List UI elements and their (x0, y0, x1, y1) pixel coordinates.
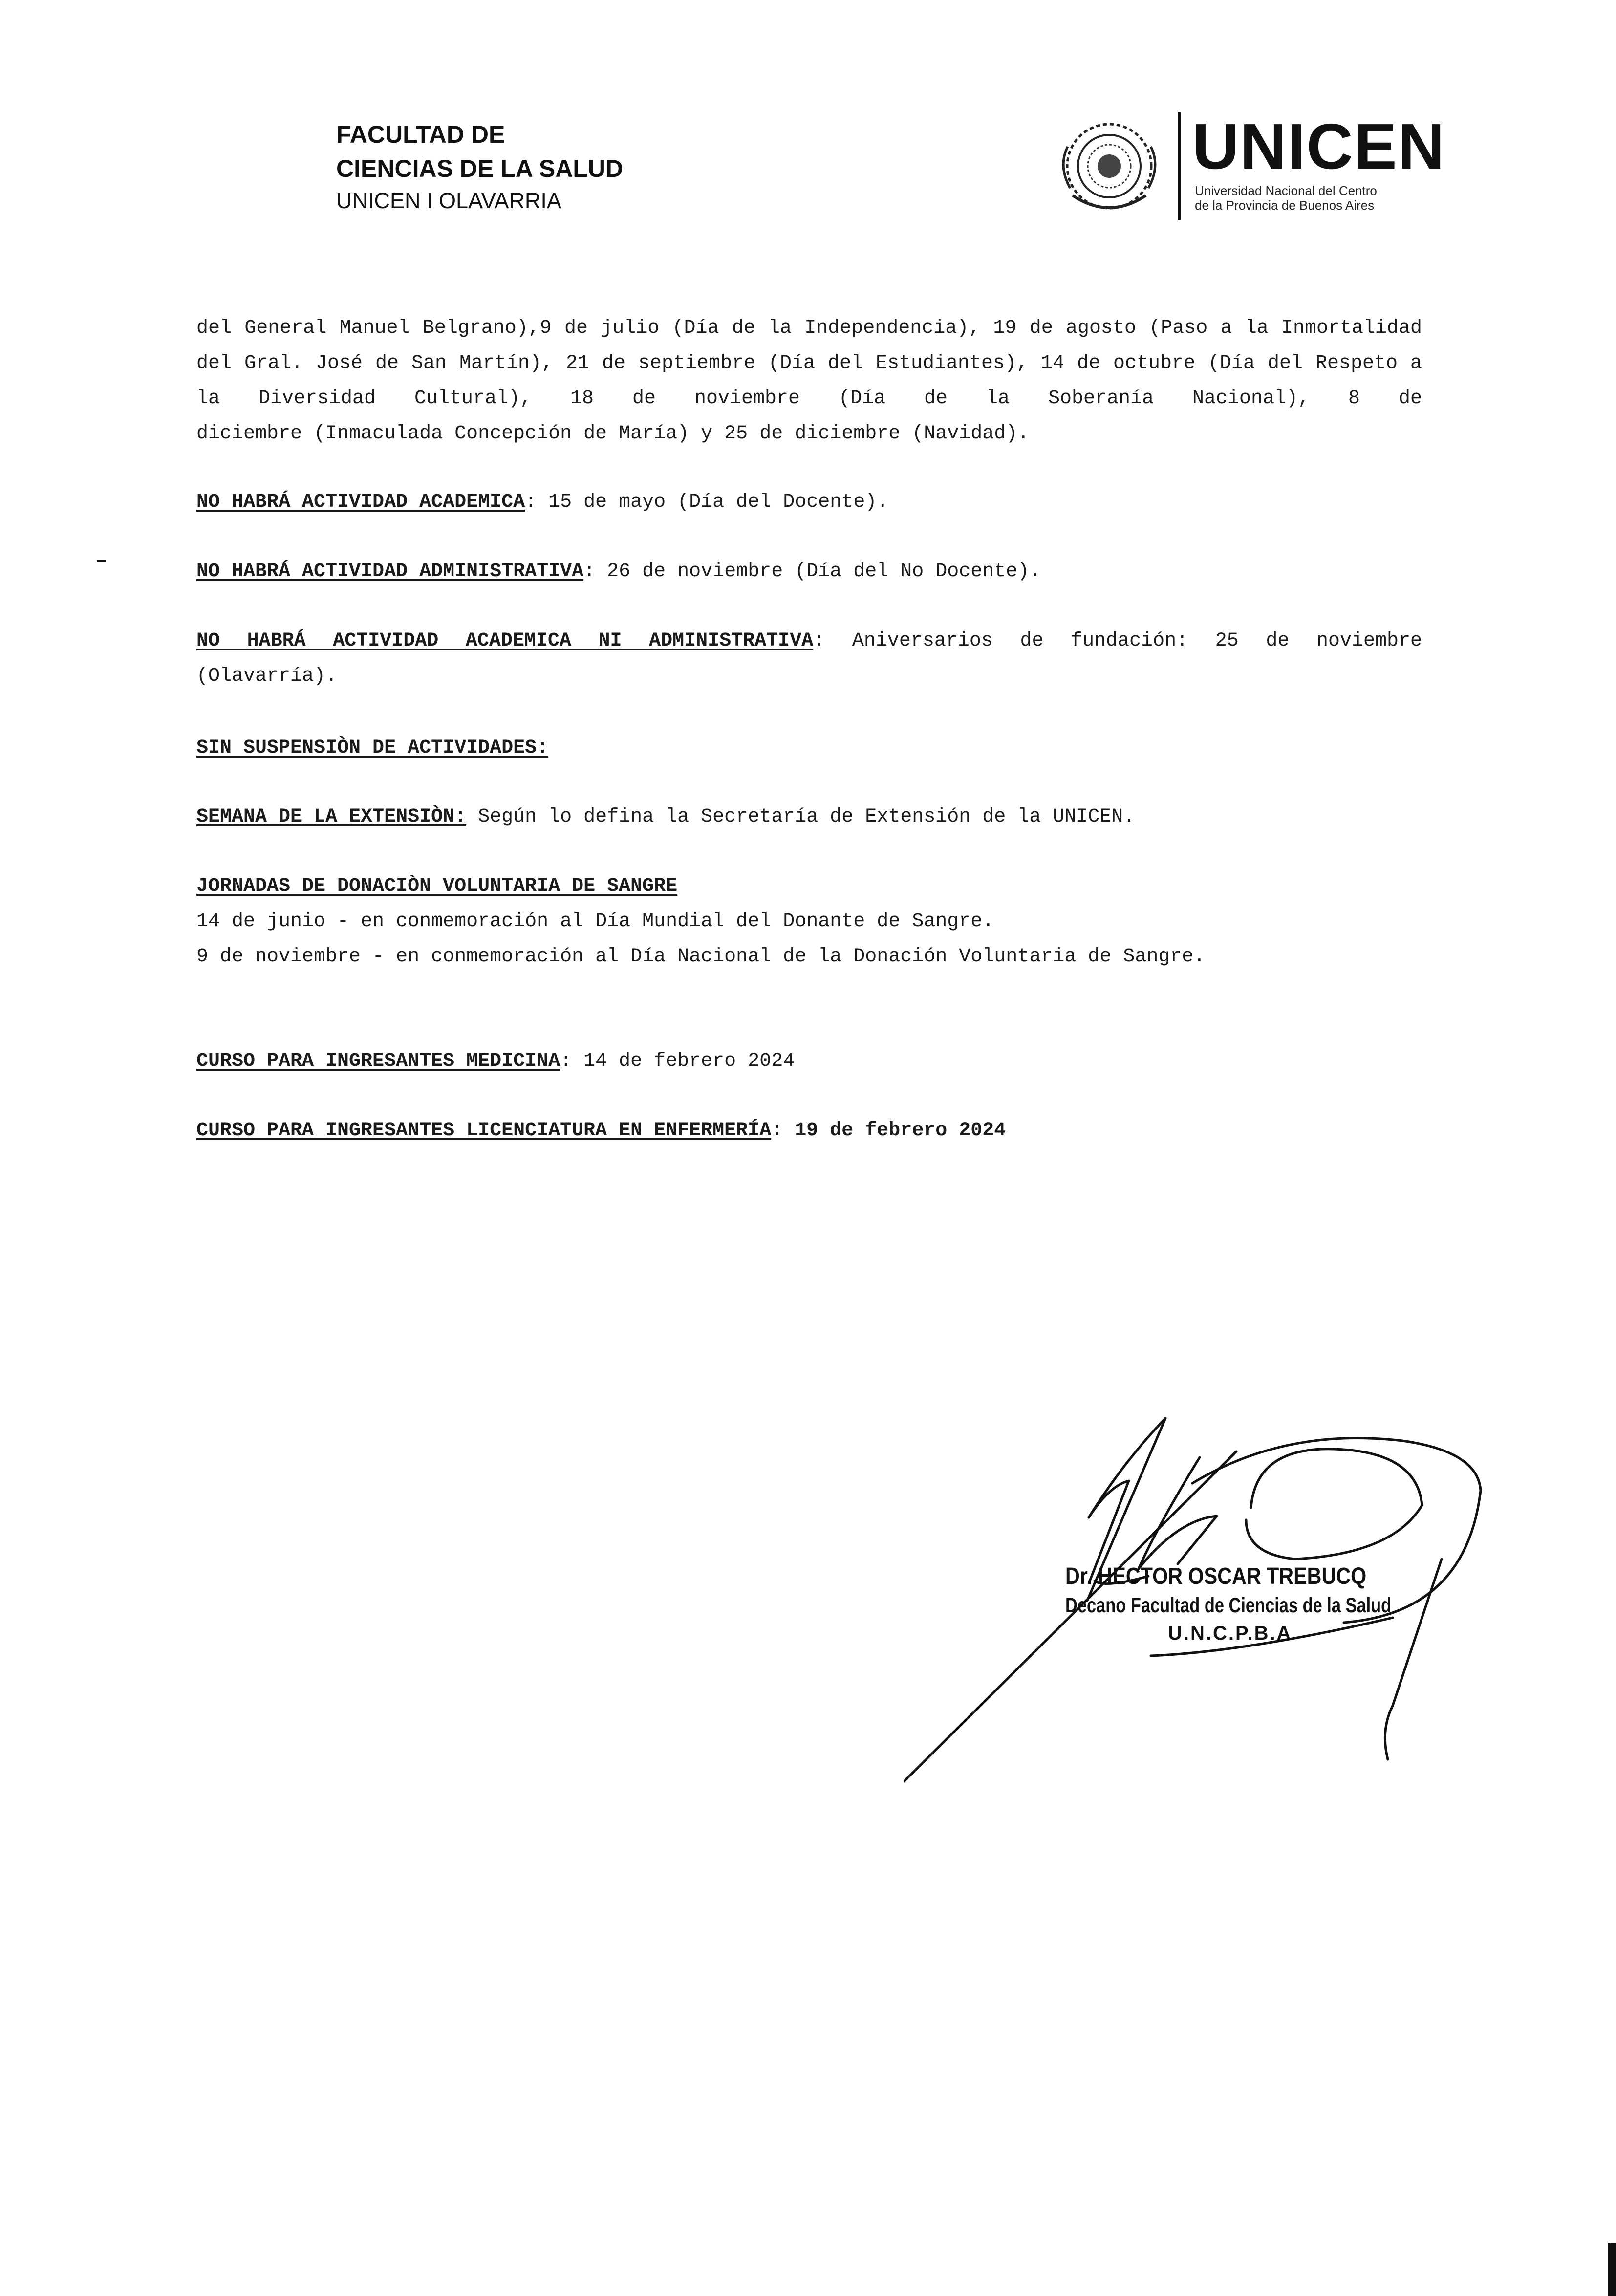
logo-wordmark: UNICEN (1192, 110, 1446, 182)
no-academic-label: NO HABRÁ ACTIVIDAD ACADEMICA (196, 491, 525, 513)
nursing-course-date: 19 de febrero 2024 (795, 1120, 1006, 1142)
no-admin-label: NO HABRÁ ACTIVIDAD ADMINISTRATIVA (196, 561, 584, 583)
extension-week-label: SEMANA DE LA EXTENSIÒN: (196, 806, 467, 828)
university-seal-icon (1053, 117, 1165, 215)
no-activity-both-line (196, 624, 1422, 659)
extension-week (196, 800, 1422, 835)
no-academic-text: : 15 de mayo (Día del Docente). (525, 491, 889, 513)
signatory-title: Decano Facultad de Ciencias de la Salud (1065, 1594, 1392, 1617)
no-activity-both (196, 624, 1422, 694)
no-admin-text: : 26 de noviembre (Día del No Docente). (583, 561, 1041, 583)
faculty-name-line1: FACULTAD DE (336, 121, 505, 148)
extension-week-text: Según lo defina la Secretaría de Extensión de la UNICEN. (466, 806, 1135, 828)
faculty-name-line2: CIENCIAS DE LA SALUD (336, 155, 624, 182)
no-activity-both-text: : Aniversarios de fundación: 25 de noviembre (813, 630, 1422, 652)
blood-donation-label: JORNADAS DE DONACIÒN VOLUNTARIA DE SANGRE (196, 875, 678, 897)
no-academic-activity (196, 485, 1422, 520)
no-activity-both-label: NO HABRÁ ACTIVIDAD ACADEMICA NI ADMINISTRATIVA (196, 630, 814, 652)
no-activity-both-last: (Olavarría). (196, 665, 338, 687)
logo-divider (1178, 112, 1181, 220)
nursing-course (196, 1113, 1422, 1148)
signatory-institution: U.N.C.P.B.A (1168, 1623, 1293, 1644)
medicine-course-label: CURSO PARA INGRESANTES MEDICINA (196, 1050, 560, 1072)
medicine-course (196, 1044, 1422, 1079)
blood-donation-section (196, 869, 1422, 975)
holidays-paragraph (196, 311, 1422, 452)
no-suspension-label: SIN SUSPENSIÒN DE ACTIVIDADES: (196, 737, 549, 759)
nursing-course-separator: : (771, 1120, 795, 1142)
holidays-text-last: diciembre (Inmaculada Concepción de María) y 25 de diciembre (Navidad). (196, 423, 1030, 445)
logo-tagline-line1: Universidad Nacional del Centro (1195, 183, 1377, 198)
faculty-header (336, 117, 623, 216)
blood-donation-line2: 9 de noviembre - en conmemoración al Día Nacional de la Donación Voluntaria de Sangre. (196, 946, 1206, 968)
signatory-name: Dr. HECTOR OSCAR TREBUCQ (1065, 1563, 1367, 1589)
faculty-location: UNICEN I OLAVARRIA (336, 188, 561, 213)
medicine-course-date: : 14 de febrero 2024 (560, 1050, 795, 1072)
logo-tagline-line2: de la Provincia de Buenos Aires (1195, 198, 1375, 213)
unicen-logo (1053, 110, 1446, 222)
logo-tagline (1195, 183, 1377, 213)
nursing-course-label: CURSO PARA INGRESANTES LICENCIATURA EN ENFERMERÍA (196, 1120, 772, 1142)
holidays-text: del General Manuel Belgrano),9 de julio (Día de la Independencia), 19 de agosto (Paso a la Inmortalidad del Gral. José de San Martín), 21 de septiembre (Día del Estudiantes), 14 de octubre (Día del Respeto a la Diversidad Cultural), 18 de noviembre (Día de la Soberanía Nacional), 8 de (196, 317, 1422, 410)
scan-mark (97, 560, 106, 562)
scan-edge-mark (1608, 2243, 1616, 2296)
no-suspension-heading (196, 731, 1422, 766)
no-admin-activity (196, 554, 1422, 589)
signature-stamp (1065, 1561, 1473, 1647)
blood-donation-line1: 14 de junio - en conmemoración al Día Mundial del Donante de Sangre. (196, 910, 994, 932)
